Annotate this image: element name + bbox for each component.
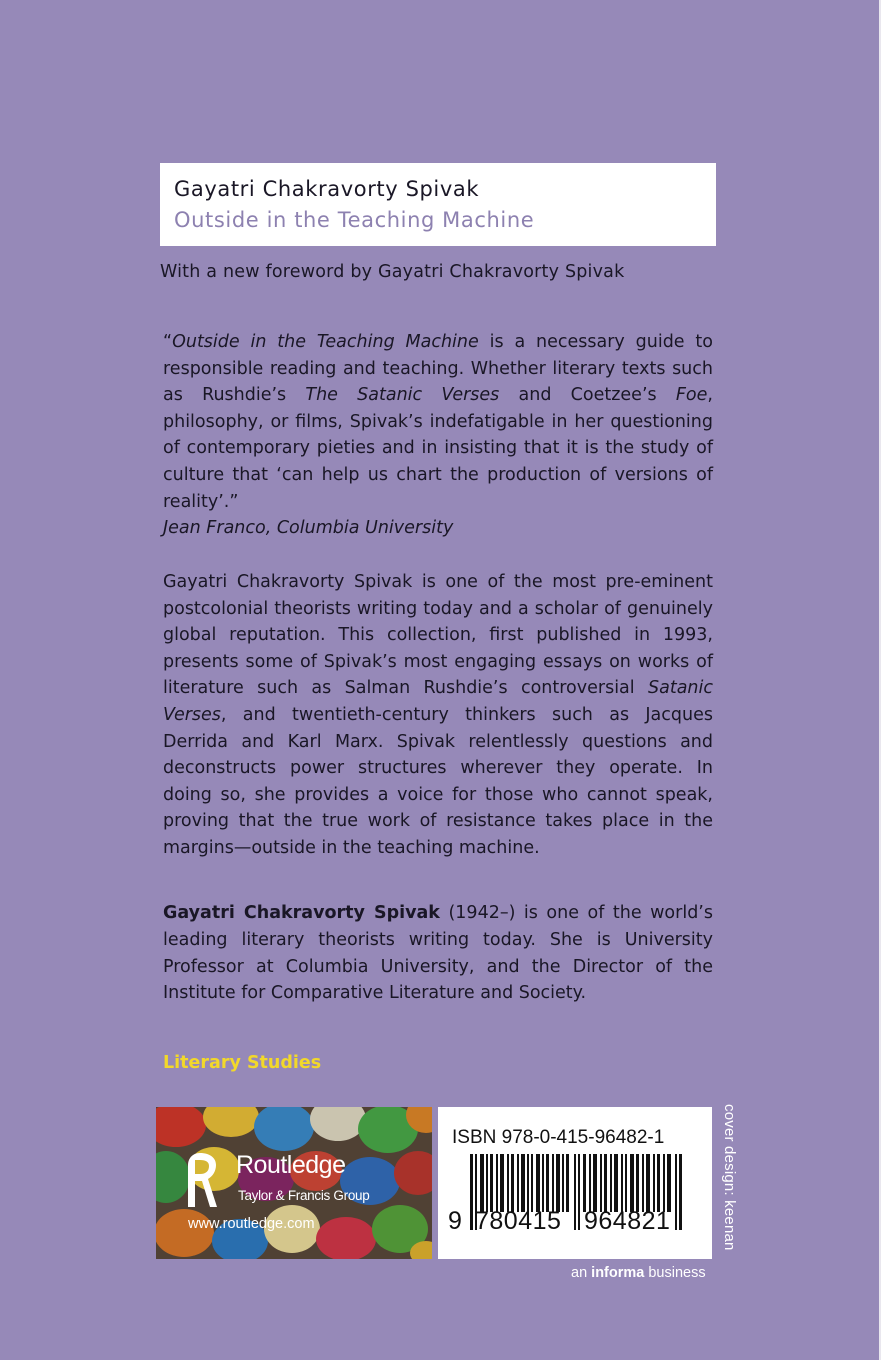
bio-text: (1942–) is one of the world’s leading literary theorists writing today. She is University Professor at Columbia University, and the Director of the Institute for Comparative Literature and Society. [163,903,713,1004]
informa-tagline [571,1265,706,1281]
foreword-line: With a new foreword by Gayatri Chakravorty Spivak [160,262,625,282]
subject-category: Literary Studies [163,1053,322,1073]
informa-suffix: business [644,1265,706,1281]
author-bio [163,900,713,1007]
publisher-group: Taylor & Francis Group [238,1188,370,1203]
publisher-panel [156,1107,432,1259]
description-text-2: , and twentieth-century thinkers such as Jacques Derrida and Karl Marx. Spivak relentlessly questions and deconstructs power structures wherever they operate. In doing so, she provides a voice for those who cannot speak, proving that the true work of resistance takes place in the margins—outside in the teaching machine. [163,704,713,858]
barcode-digits-left: 780415 [475,1207,562,1235]
cover-design-credit: cover design: keenan [721,1104,738,1251]
author-name: Gayatri Chakravorty Spivak [174,177,480,201]
description-text-1: Gayatri Chakravorty Spivak is one of the most pre-eminent postcolonial theorists writing today and a scholar of genuinely global reputation. This collection, first published in 1993, presents some of Spivak’s most engaging essays on works of literature such as Salman Rushdie’s controversial [163,572,713,699]
review-quote [163,329,713,515]
title-box [160,163,716,246]
book-title: Outside in the Teaching Machine [174,208,535,232]
quote-attribution: Jean Franco, Columbia University [163,518,454,538]
barcode-box [438,1107,712,1259]
quote-book-title: Outside in the Teaching Machine [172,332,479,352]
quote-text-3: , philosophy, or films, Spivak’s indefatigable in her questioning of contemporary pieties and in insisting that it is the study of culture that ‘can help us chart the production of versions of reality’.” [163,385,713,512]
publisher-name: Routledge [236,1151,346,1179]
quote-satanic-verses: The Satanic Verses [305,385,500,406]
quote-text-2: and Coetzee’s [499,385,676,406]
informa-prefix: an [571,1265,592,1281]
quote-open-mark: “ [163,332,173,352]
barcode-digits-right: 964821 [584,1207,671,1235]
quote-foe: Foe [675,385,708,406]
publisher-url[interactable]: www.routledge.com [188,1216,315,1232]
informa-brand: informa [591,1265,645,1281]
quote-text-1: is a necessary guide to responsible reading and teaching. Whether literary texts such as Rushdie’s [163,332,713,406]
isbn-number: ISBN 978-0-415-96482-1 [452,1127,665,1148]
bio-name: Gayatri Chakravorty Spivak [163,903,440,923]
barcode-lead-digit: 9 [448,1207,462,1235]
routledge-logo-icon [182,1151,218,1209]
book-description [163,569,713,862]
description-satanic-verses: Satanic Verses [163,678,713,725]
